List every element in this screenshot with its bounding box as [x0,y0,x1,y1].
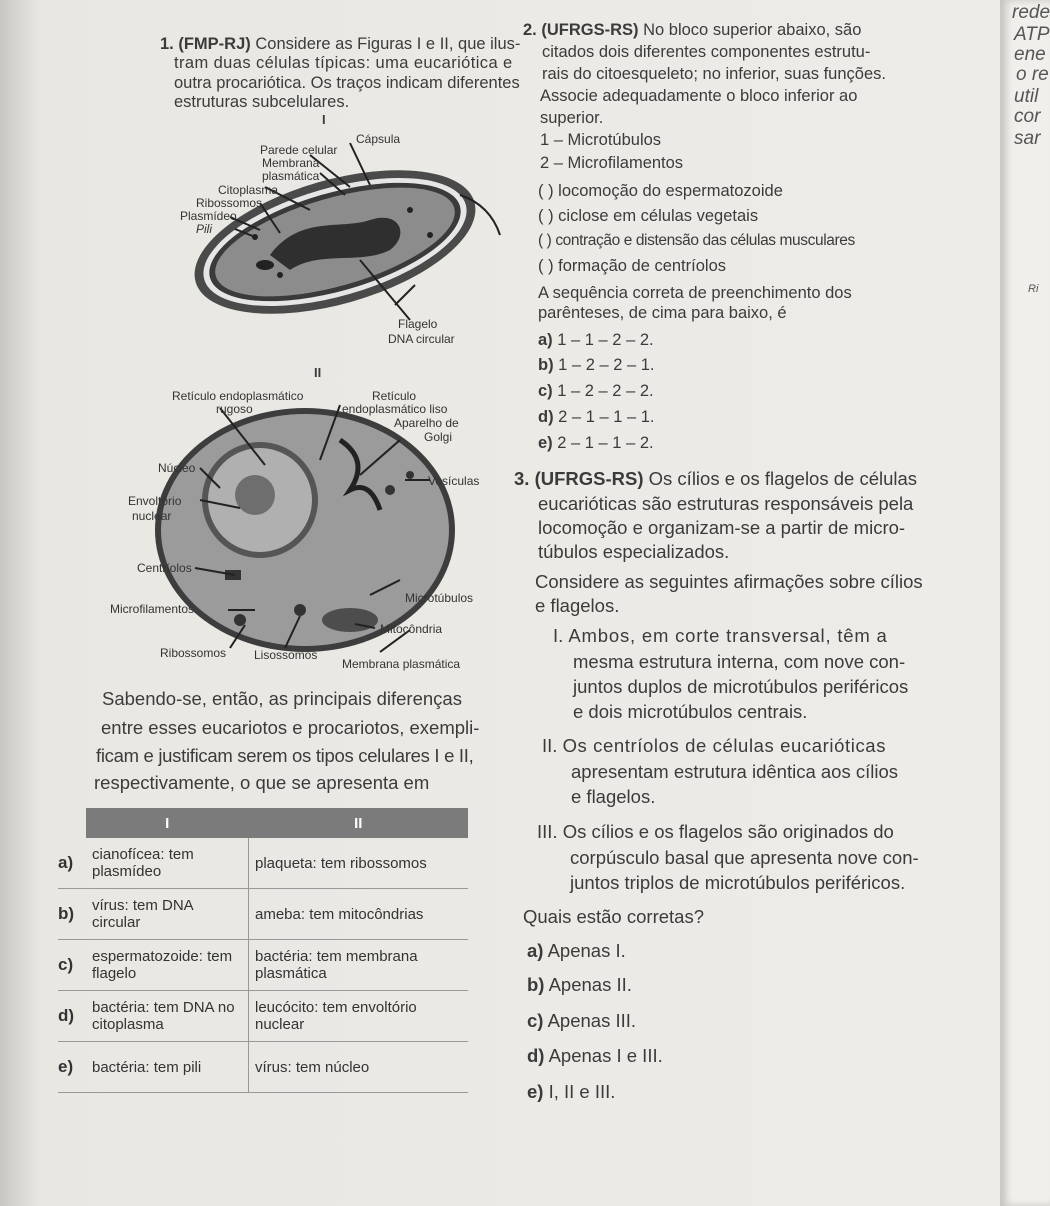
label-membrana: Membrana [262,156,320,170]
q3-line: locomoção e organizam-se a partir de micro- [538,517,906,538]
label-microfilamentos: Microfilamentos [110,602,195,616]
q3-line: túbulos especializados. [538,541,730,562]
q3-statement-line: e flagelos. [571,786,656,807]
label-ribossomos: Ribossomos [196,196,263,210]
q1-stem-line: entre esses eucariotos e procariotos, exempli- [101,717,480,738]
q3-option-b[interactable]: b) Apenas II. [527,974,632,995]
q2-line: Associe adequadamente o bloco inferior ao [540,87,858,105]
q3-option-c[interactable]: c) Apenas III. [527,1010,637,1031]
q3-statement-line: juntos triplos de microtúbulos periféricos. [570,872,906,893]
next-page-edge [1000,0,1050,1206]
prokaryote-cell [179,142,500,341]
label-dna-circular: DNA circular [388,332,455,346]
q1-stem-line: ficam e justificam serem os tipos celulares I e II, [96,745,474,766]
q3-statement-line: e dois microtúbulos centrais. [573,701,808,722]
next-page-fragment: sar [1014,128,1041,149]
q1-line: tram duas células típicas: uma eucariótica e [174,54,513,72]
label-ribossomos-2: Ribossomos [160,646,227,660]
next-page-fragment: rede [1012,2,1050,23]
q2-option-b[interactable]: b) 1 – 2 – 2 – 1. [538,356,655,374]
q2-item: 1 – Microtúbulos [540,131,662,149]
q2-option-e[interactable]: e) 2 – 1 – 1 – 2. [538,434,654,452]
figure-1-numeral: I [322,112,326,127]
next-page-fragment: o re [1016,64,1049,85]
q3-statement-line: corpúsculo basal que apresenta nove con- [570,847,919,868]
label-microtubulos: Microtúbulos [405,591,474,605]
q2-header: 2. (UFRGS-RS) No bloco superior abaixo, são [523,21,862,39]
table-row[interactable]: a) cianofícea: tem plasmídeo plaqueta: tem ribossomos [58,838,468,889]
table-header-ii: II [249,808,469,838]
q3-option-d[interactable]: d) Apenas I e III. [527,1045,663,1066]
q3-statement-line: apresentam estrutura idêntica aos cílios [571,761,899,782]
label-mitocondria: Mitocôndria [380,622,443,636]
q3-statement-line: mesma estrutura interna, com nove con- [573,651,906,672]
q1-line: outra procariótica. Os traços indicam diferentes [174,74,520,92]
q1-answer-table [58,808,468,1093]
label-rer: Retículo endoplasmático [172,389,304,403]
table-row[interactable]: c) espermatozoide: tem flagelo bactéria: tem membrana plasmática [58,940,468,991]
q2-option-c[interactable]: c) 1 – 2 – 2 – 2. [538,382,654,400]
q3-consider: e flagelos. [535,595,620,616]
label-citoplasma: Citoplasma [218,183,279,197]
label-nucleo: Núcleo [158,461,196,475]
label-centriolos: Centríolos [137,561,192,575]
eukaryote-cell [155,408,455,652]
label-flagelo: Flagelo [398,317,438,331]
label-capsula: Cápsula [356,132,401,146]
label-plasmideo: Plasmídeo [180,209,237,223]
next-page-fragment: Ri [1028,283,1039,295]
q2-prompt: parênteses, de cima para baixo, é [538,304,787,322]
label-rugoso: rugoso [216,402,253,416]
label-envoltorio: Envoltório [128,494,182,508]
q2-blank: ( ) contração e distensão das células musculares [538,232,855,249]
label-vesiculas: Vesículas [428,474,480,488]
label-aparelho: Aparelho de [394,416,459,430]
table-row[interactable]: b) vírus: tem DNA circular ameba: tem mitocôndrias [58,889,468,940]
q2-item: 2 – Microfilamentos [540,154,684,172]
q1-line: estruturas subcelulares. [174,93,350,111]
next-page-fragment: cor [1014,106,1041,127]
q1-stem-line: respectivamente, o que se apresenta em [94,772,430,793]
label-plasmatica: plasmática [262,169,320,183]
q3-statement-iii: III. Os cílios e os flagelos são originados do [537,821,894,842]
next-page-fragment: util [1014,86,1039,107]
figure-2-numeral: II [314,365,322,380]
table-row[interactable]: e) bactéria: tem pili vírus: tem núcleo [58,1042,468,1093]
q1-stem-line: Sabendo-se, então, as principais diferenças [102,688,462,709]
table-row[interactable]: d) bactéria: tem DNA no citoplasma leucócito: tem envoltório nuclear [58,991,468,1042]
label-rel: endoplasmático liso [342,402,448,416]
q3-statement-ii: II. Os centríolos de células eucarióticas [542,735,887,756]
q1-header: 1. (FMP-RJ) Considere as Figuras I e II, que ilus- [160,35,521,53]
table-header-i: I [86,808,249,838]
label-pili: Pili [196,222,213,236]
label-lisossomos: Lisossomos [254,648,318,662]
label-reticulo: Retículo [372,389,417,403]
label-parede-celular: Parede celular [260,143,338,157]
label-golgi: Golgi [424,430,453,444]
label-membrana-plasmatica: Membrana plasmática [342,657,461,671]
q3-option-a[interactable]: a) Apenas I. [527,940,626,961]
q2-option-d[interactable]: d) 2 – 1 – 1 – 1. [538,408,655,426]
q3-line: eucarióticas são estruturas responsáveis pela [538,493,914,514]
q2-option-a[interactable]: a) 1 – 1 – 2 – 2. [538,331,654,349]
next-page-fragment: ATP [1014,24,1050,45]
q3-consider: Considere as seguintes afirmações sobre cílios [535,571,923,592]
q3-option-e[interactable]: e) I, II e III. [527,1081,616,1102]
q2-blank: ( ) formação de centríolos [538,257,726,275]
q2-blank: ( ) ciclose em células vegetais [538,207,759,225]
q3-statement-i: I. Ambos, em corte transversal, têm a [553,625,888,646]
q2-prompt: A sequência correta de preenchimento dos [538,284,852,302]
q3-question: Quais estão corretas? [523,906,704,927]
q2-line: rais do citoesqueleto; no inferior, suas funções. [542,65,886,83]
q2-blank: ( ) locomoção do espermatozoide [538,182,783,200]
q2-line: citados dois diferentes componentes estrutu- [542,43,871,61]
q3-statement-line: juntos duplos de microtúbulos periféricos [573,676,909,697]
next-page-fragment: ene [1014,44,1046,65]
q2-line: superior. [540,109,604,127]
q3-header: 3. (UFRGS-RS) Os cílios e os flagelos de células [514,468,918,489]
prokaryote-figure [160,125,510,355]
label-nuclear: nuclear [132,509,172,523]
